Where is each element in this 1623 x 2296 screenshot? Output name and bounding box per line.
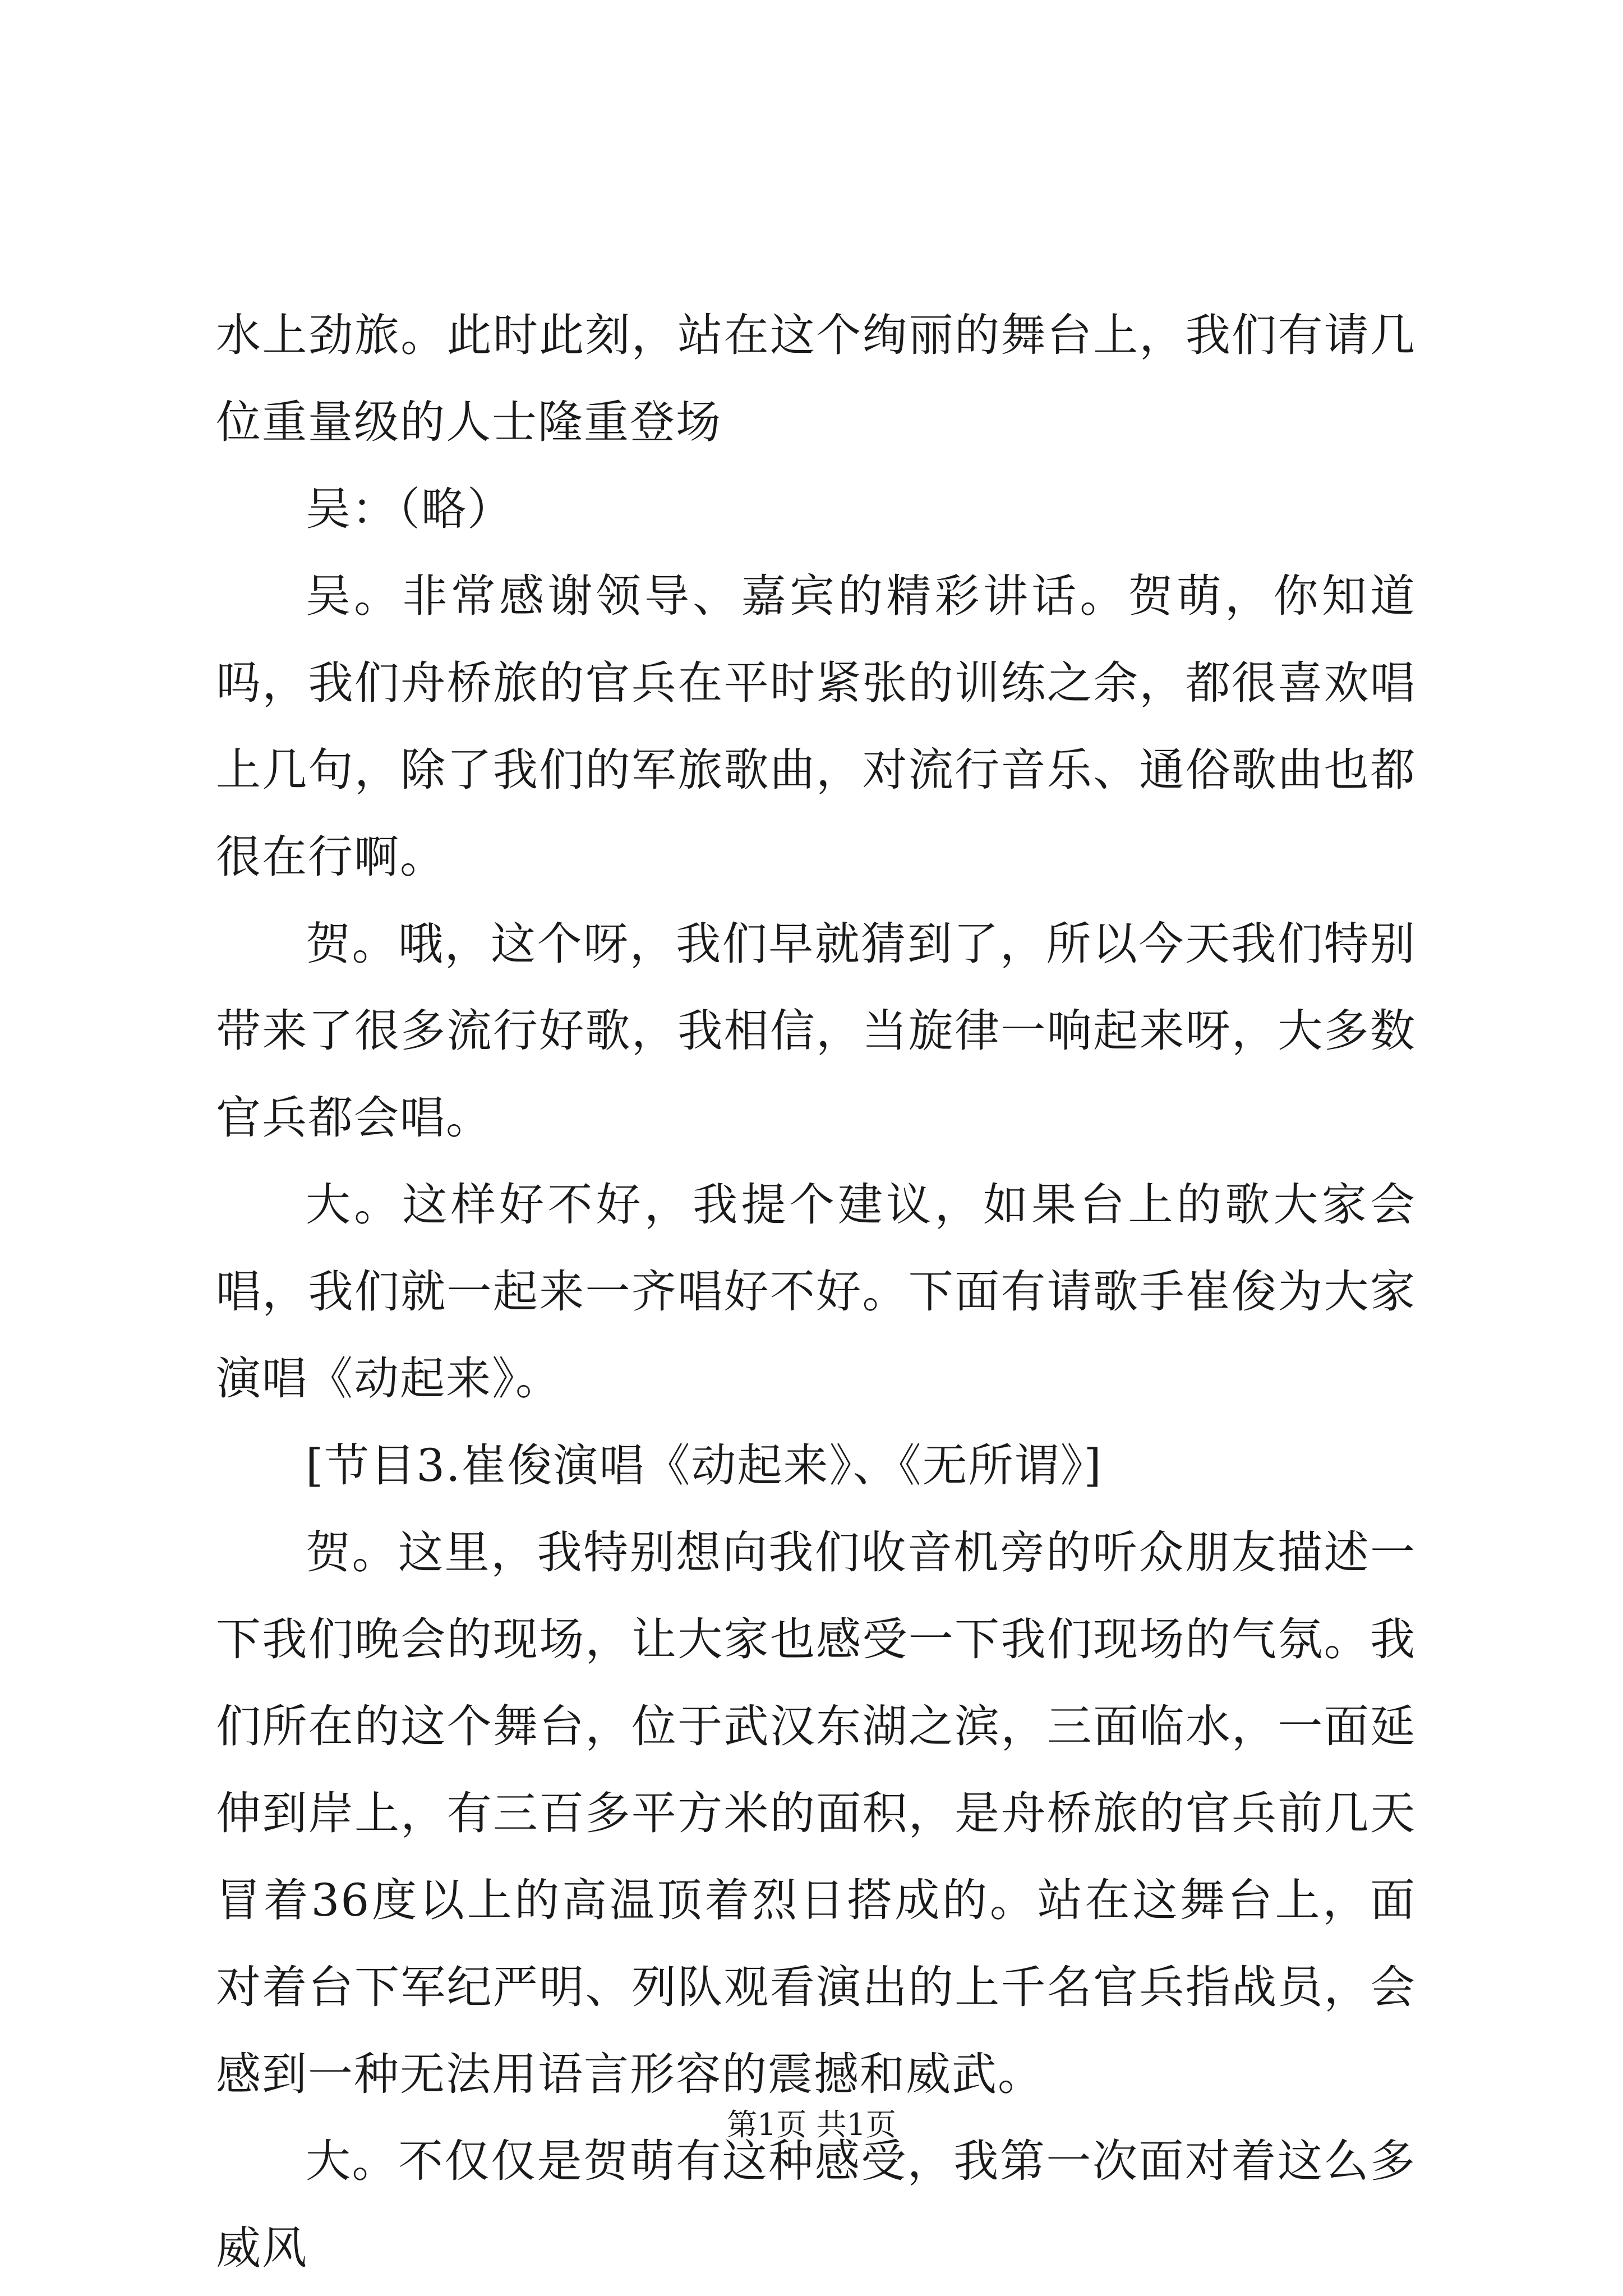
paragraph-8: 大。不仅仅是贺萌有这种感受，我第一次面对着这么多威风 bbox=[216, 2135, 1416, 2274]
page-footer: 第1页 共1页 bbox=[727, 2107, 896, 2142]
paragraph-4: 贺。哦，这个呀，我们早就猜到了，所以今天我们特别带来了很多流行好歌，我相信，当旋律一响起来呀，大多数官兵都会唱。 bbox=[216, 918, 1416, 1144]
paragraph-3: 吴。非常感谢领导、嘉宾的精彩讲话。贺萌，你知道吗，我们舟桥旅的官兵在平时紧张的训练之余，都很喜欢唱上几句，除了我们的军旅歌曲，对流行音乐、通俗歌曲也都很在行啊。 bbox=[216, 570, 1416, 883]
paragraph-5: 大。这样好不好，我提个建议，如果台上的歌大家会唱，我们就一起来一齐唱好不好。下面有请歌手崔俊为大家演唱《动起来》。 bbox=[216, 1179, 1416, 1405]
paragraph-1: 水上劲旅。此时此刻，站在这个绚丽的舞台上，我们有请几位重量级的人士隆重登场 bbox=[216, 309, 1416, 448]
paragraph-6: [节目3.崔俊演唱《动起来》、《无所谓》] bbox=[306, 1439, 1103, 1492]
document-body bbox=[216, 292, 1416, 2292]
paragraph-7: 贺。这里，我特别想向我们收音机旁的听众朋友描述一下我们晚会的现场，让大家也感受一下我们现场的气氛。我们所在的这个舞台，位于武汉东湖之滨，三面临水，一面延伸到岸上，有三百多平方米的面积，是舟桥旅的官兵前几天冒着36度以上的高温顶着烈日搭成的。站在这舞台上，面对着台下军纪严明、列队观看演出的上千名官兵指战员，会感到一种无法用语言形容的震撼和威武。 bbox=[216, 1526, 1416, 2100]
paragraph-2: 吴：（略） bbox=[306, 483, 513, 535]
